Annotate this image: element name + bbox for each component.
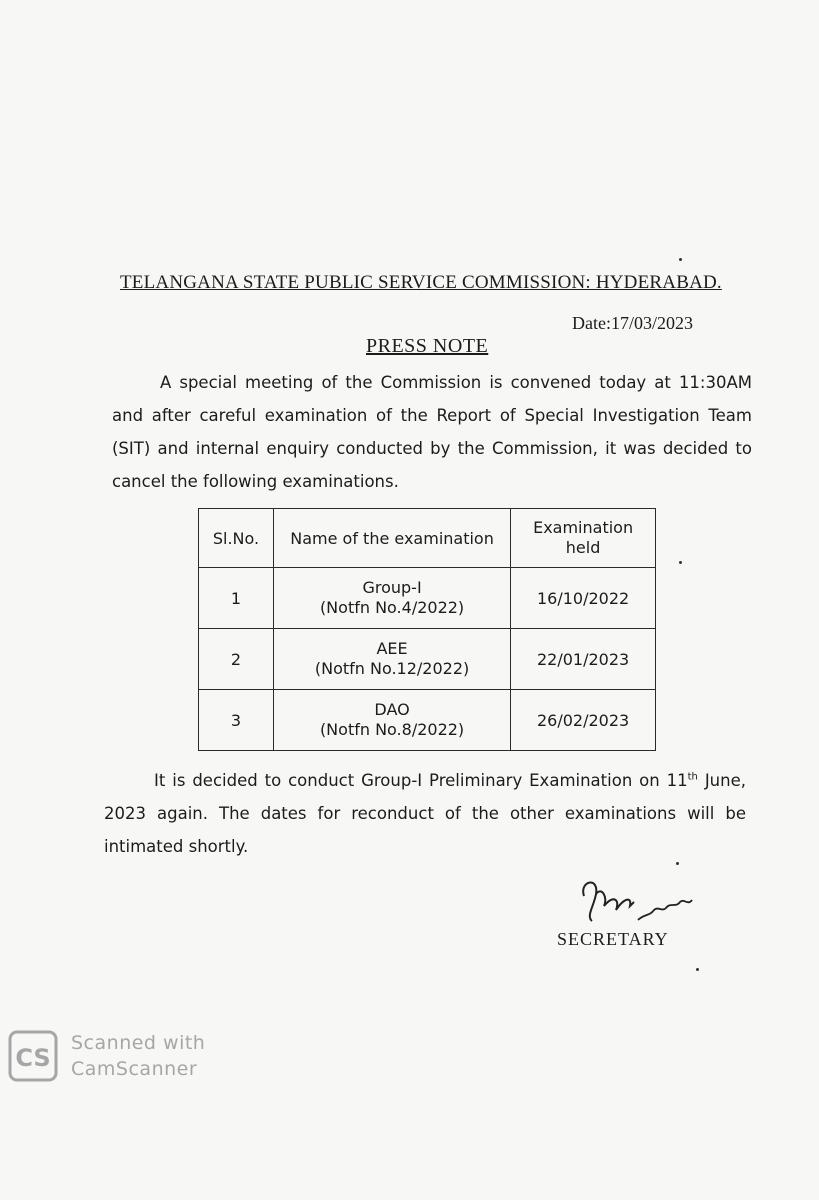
row-exam-held: 22/01/2023 [511, 629, 656, 690]
row-exam-held: 16/10/2022 [511, 568, 656, 629]
row-exam-name [273, 629, 510, 690]
scanner-watermark [71, 1030, 205, 1082]
exam-name: AEE [376, 639, 408, 658]
intro-paragraph: A special meeting of the Commission is convened today at 11:30AM and after careful examination of the Report of Special Investigation Team (SIT) and internal enquiry conducted by the Commission, it was decided to cancel the following examinations. [112, 373, 752, 491]
press-note-date: Date:17/03/2023 [572, 313, 693, 333]
row-sl-no: 3 [199, 690, 274, 751]
row-exam-name [273, 690, 510, 751]
logo-text: CS [15, 1044, 51, 1072]
cancelled-exams-table [198, 508, 656, 751]
exam-notification: (Notfn No.4/2022) [319, 598, 465, 617]
camscanner-logo-icon [8, 1030, 58, 1082]
ordinal-suffix: th [687, 771, 698, 783]
table-row [199, 629, 656, 690]
exam-name: Group-I [362, 578, 422, 597]
secretary-label: SECRETARY [557, 929, 669, 949]
header-held-line1: Examination [533, 518, 634, 537]
conclusion-paragraph [104, 764, 746, 863]
header-exam-name: Name of the examination [273, 509, 510, 568]
press-note-title: PRESS NOTE [366, 335, 489, 357]
exam-notification: (Notfn No.8/2022) [319, 720, 465, 739]
scan-speck [679, 561, 682, 564]
conclusion-text-start: It is decided to conduct Group-I Preliminary Examination on 11 [154, 771, 688, 790]
row-exam-held: 26/02/2023 [511, 690, 656, 751]
table-header-row [199, 509, 656, 568]
watermark-line1: Scanned with [71, 1032, 206, 1054]
conclusion-text-end: June, 2023 again. The dates for reconduct of the other examinations will be intimated shortly. [104, 771, 746, 856]
scan-speck [696, 968, 699, 971]
exam-notification: (Notfn No.12/2022) [314, 659, 470, 678]
row-sl-no: 2 [199, 629, 274, 690]
table-row [199, 690, 656, 751]
scan-speck [676, 862, 679, 865]
scan-speck [679, 258, 682, 261]
header-exam-held [511, 509, 656, 568]
header-sl-no: Sl.No. [199, 509, 274, 568]
header-held-line2: held [565, 538, 601, 557]
row-sl-no: 1 [199, 568, 274, 629]
table-row [199, 568, 656, 629]
secretary-signature [574, 876, 704, 936]
watermark-line2: CamScanner [71, 1058, 198, 1080]
commission-heading: TELANGANA STATE PUBLIC SERVICE COMMISSION: HYDERABAD. [120, 272, 722, 293]
exam-name: DAO [374, 700, 410, 719]
row-exam-name [273, 568, 510, 629]
